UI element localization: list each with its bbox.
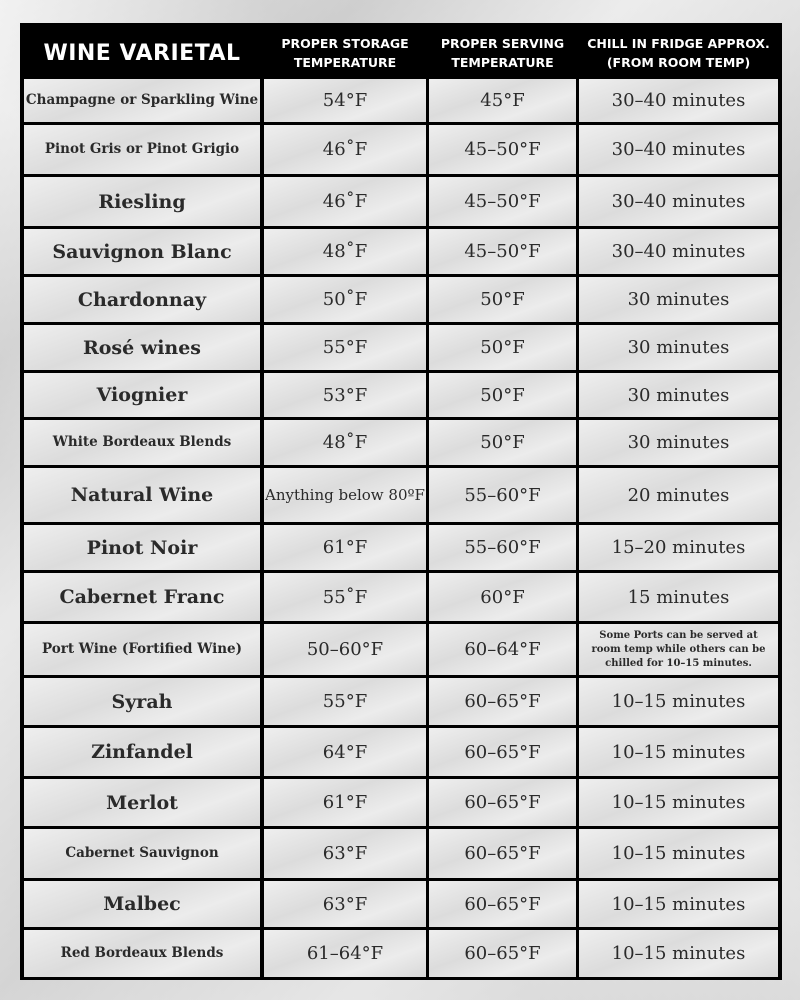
varietal-cell: Red Bordeaux Blends: [24, 930, 260, 977]
table-row: [24, 125, 778, 177]
varietal-cell: Merlot: [24, 779, 260, 826]
chill-time-cell: 15–20 minutes: [579, 525, 778, 570]
serving-temp-cell: 45°F: [429, 79, 576, 122]
serving-temp-cell: 60–64°F: [429, 624, 576, 675]
serving-temp-cell: 60°F: [429, 573, 576, 621]
table-row: [24, 277, 778, 325]
serving-temp-cell: 45–50°F: [429, 229, 576, 274]
header-storage-temperature: PROPER STORAGE TEMPERATURE: [281, 36, 409, 70]
table-row: [24, 728, 778, 779]
storage-temp-cell: Anything below 80ºF: [264, 468, 426, 522]
table-row: [24, 779, 778, 829]
storage-temp-cell: 50–60°F: [264, 624, 426, 675]
varietal-cell: Syrah: [24, 678, 260, 725]
storage-temp-cell: 50˚F: [264, 277, 426, 322]
serving-temp-cell: 50°F: [429, 373, 576, 417]
storage-temp-cell: 61°F: [264, 525, 426, 570]
serving-temp-cell: 50°F: [429, 420, 576, 465]
chill-time-cell: 10–15 minutes: [579, 930, 778, 977]
varietal-cell: Natural Wine: [24, 468, 260, 522]
serving-temp-cell: 45–50°F: [429, 177, 576, 226]
wine-temperature-table: [20, 23, 782, 980]
chill-time-cell: 10–15 minutes: [579, 678, 778, 725]
serving-temp-cell: 60–65°F: [429, 829, 576, 878]
table-row: [24, 829, 778, 881]
chill-time-cell: 30 minutes: [579, 325, 778, 370]
table-row: [24, 325, 778, 373]
varietal-cell: Viognier: [24, 373, 260, 417]
table-row: [24, 881, 778, 930]
serving-temp-cell: 45–50°F: [429, 125, 576, 174]
chill-time-cell: 10–15 minutes: [579, 779, 778, 826]
storage-temp-cell: 61–64°F: [264, 930, 426, 977]
serving-temp-cell: 60–65°F: [429, 930, 576, 977]
table-row: [24, 229, 778, 277]
chill-time-cell: 30–40 minutes: [579, 177, 778, 226]
table-row: [24, 624, 778, 678]
varietal-cell: Zinfandel: [24, 728, 260, 776]
storage-temp-cell: 64°F: [264, 728, 426, 776]
chill-time-cell: 30–40 minutes: [579, 79, 778, 122]
table-row: [24, 678, 778, 728]
chill-time-cell: 30 minutes: [579, 277, 778, 322]
table-row: [24, 79, 778, 125]
storage-temp-cell: 53°F: [264, 373, 426, 417]
chill-time-cell: 10–15 minutes: [579, 829, 778, 878]
chill-time-cell: 15 minutes: [579, 573, 778, 621]
varietal-cell: Sauvignon Blanc: [24, 229, 260, 274]
table-row: [24, 930, 778, 980]
table-row: [24, 420, 778, 468]
varietal-cell: Rosé wines: [24, 325, 260, 370]
table-row: [24, 573, 778, 624]
storage-temp-cell: 55°F: [264, 678, 426, 725]
storage-temp-cell: 46˚F: [264, 177, 426, 226]
chill-time-cell: 10–15 minutes: [579, 881, 778, 927]
storage-temp-cell: 46˚F: [264, 125, 426, 174]
serving-temp-cell: 50°F: [429, 325, 576, 370]
varietal-cell: Port Wine (Fortified Wine): [24, 624, 260, 675]
varietal-cell: Chardonnay: [24, 277, 260, 322]
serving-temp-cell: 55–60°F: [429, 525, 576, 570]
storage-temp-cell: 54°F: [264, 79, 426, 122]
table-row: [24, 177, 778, 229]
varietal-cell: Malbec: [24, 881, 260, 927]
chill-time-cell: 20 minutes: [579, 468, 778, 522]
varietal-cell: Pinot Noir: [24, 525, 260, 570]
table-row: [24, 525, 778, 573]
serving-temp-cell: 60–65°F: [429, 881, 576, 927]
varietal-cell: Champagne or Sparkling Wine: [24, 79, 260, 122]
varietal-cell: Cabernet Sauvignon: [24, 829, 260, 878]
storage-temp-cell: 48˚F: [264, 229, 426, 274]
storage-temp-cell: 63°F: [264, 829, 426, 878]
chill-time-cell: 10–15 minutes: [579, 728, 778, 776]
storage-temp-cell: 63°F: [264, 881, 426, 927]
header-serving-temperature: PROPER SERVING TEMPERATURE: [440, 36, 565, 70]
chill-time-cell: 30–40 minutes: [579, 125, 778, 174]
storage-temp-cell: 48˚F: [264, 420, 426, 465]
chill-time-cell: Some Ports can be served at room temp while others can be chilled for 10–15 minutes.: [579, 624, 778, 675]
table-row: [24, 373, 778, 420]
storage-temp-cell: 61°F: [264, 779, 426, 826]
header-chill-time: CHILL IN FRIDGE APPROX. (FROM ROOM TEMP): [587, 36, 770, 70]
serving-temp-cell: 50°F: [429, 277, 576, 322]
chill-time-cell: 30 minutes: [579, 373, 778, 417]
table-header: [24, 27, 778, 79]
serving-temp-cell: 60–65°F: [429, 678, 576, 725]
storage-temp-cell: 55˚F: [264, 573, 426, 621]
varietal-cell: Pinot Gris or Pinot Grigio: [24, 125, 260, 174]
chill-time-cell: 30 minutes: [579, 420, 778, 465]
varietal-cell: Riesling: [24, 177, 260, 226]
serving-temp-cell: 60–65°F: [429, 728, 576, 776]
chill-time-cell: 30–40 minutes: [579, 229, 778, 274]
table-row: [24, 468, 778, 525]
varietal-cell: Cabernet Franc: [24, 573, 260, 621]
header-wine-varietal: WINE VARIETAL: [43, 40, 241, 66]
serving-temp-cell: 60–65°F: [429, 779, 576, 826]
varietal-cell: White Bordeaux Blends: [24, 420, 260, 465]
serving-temp-cell: 55–60°F: [429, 468, 576, 522]
storage-temp-cell: 55°F: [264, 325, 426, 370]
